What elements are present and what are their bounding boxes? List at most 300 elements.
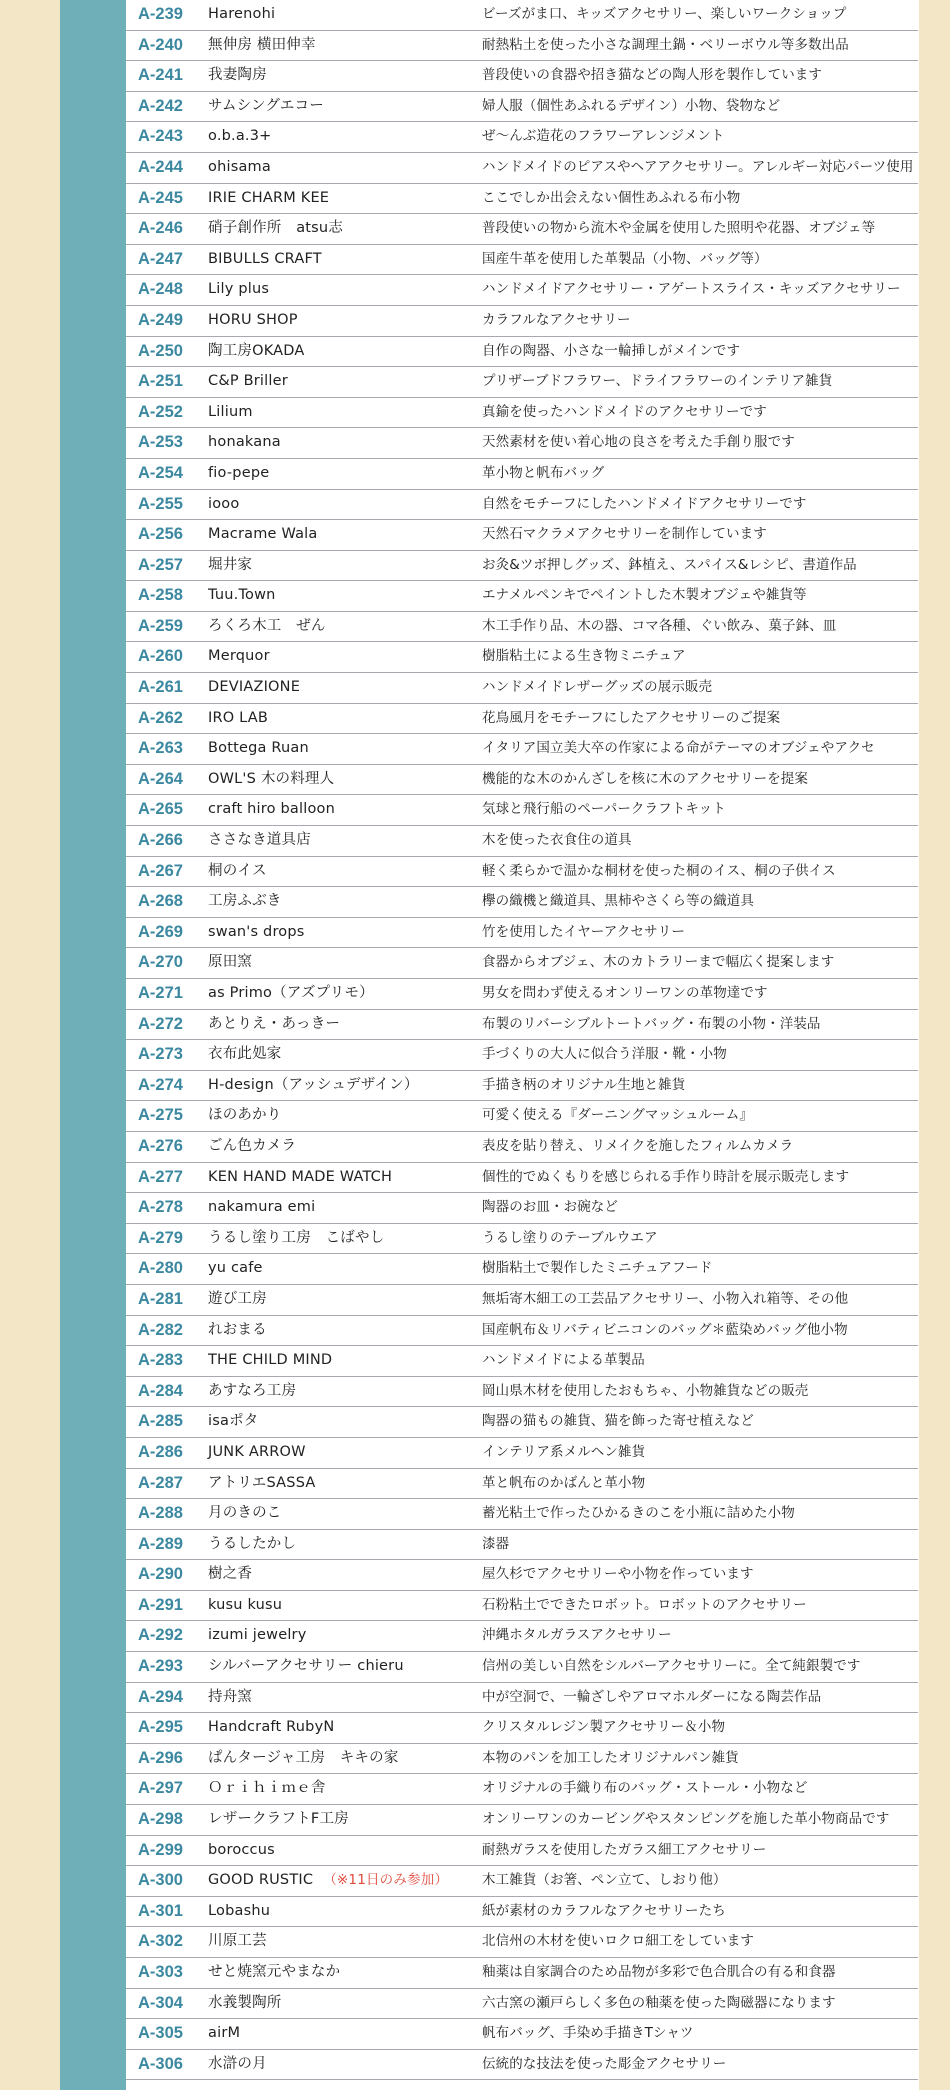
exhibitor-name-text: Merquor	[208, 648, 270, 665]
booth-code: A-240	[138, 35, 183, 54]
booth-code: A-257	[138, 555, 183, 574]
exhibitor-name-text: isaポタ	[208, 1413, 259, 1430]
table-row	[126, 1010, 918, 1041]
exhibitor-name	[208, 92, 324, 121]
exhibitor-name	[208, 490, 239, 519]
exhibitor-name	[208, 1499, 282, 1528]
booth-code: A-297	[138, 1779, 183, 1798]
exhibitor-description: 木を使った衣食住の道具	[482, 832, 632, 849]
exhibitor-name-text: THE CHILD MIND	[208, 1352, 333, 1369]
exhibitor-name	[208, 520, 317, 549]
exhibitor-description: 蓄光粘土で作ったひかるきのこを小瓶に詰めた小物	[482, 1505, 795, 1522]
booth-code: A-281	[138, 1289, 183, 1308]
booth-code: A-283	[138, 1351, 183, 1370]
exhibitor-description: 普段使いの物から流木や金属を使用した照明や花器、オブジェ等	[482, 220, 876, 237]
exhibitor-name	[208, 2050, 267, 2079]
booth-code: A-267	[138, 861, 183, 880]
table-row	[126, 887, 918, 918]
exhibitor-name-text: 硝子創作所 atsu志	[208, 220, 344, 237]
exhibitor-description: 普段使いの食器や招き猫などの陶人形を製作しています	[482, 67, 822, 84]
exhibitor-description: うるし塗りのテーブルウエア	[482, 1229, 658, 1246]
table-row	[126, 948, 918, 979]
exhibitor-name	[208, 428, 281, 457]
booth-code: A-286	[138, 1442, 183, 1461]
exhibitor-name	[208, 31, 316, 60]
exhibitor-name-text: 原田窯	[208, 954, 253, 971]
exhibitor-description: 帆布バッグ、手染め手描きTシャツ	[482, 2025, 694, 2042]
booth-code: A-278	[138, 1198, 183, 1217]
booth-code: A-241	[138, 66, 183, 85]
table-row	[126, 795, 918, 826]
table-row	[126, 153, 918, 184]
exhibitor-name-text: Lobashu	[208, 1902, 271, 1919]
booth-code: A-272	[138, 1014, 183, 1033]
exhibitor-description: 釉薬は自家調合のため品物が多彩で色合肌合の有る和食器	[482, 1964, 836, 1980]
exhibitor-name	[208, 612, 326, 641]
booth-code: A-306	[138, 2054, 183, 2073]
exhibitor-name	[208, 1591, 282, 1620]
table-row	[126, 1316, 918, 1347]
exhibitor-description: お灸&ツボ押しグッズ、鉢植え、スパイス&レシピ、書道作品	[482, 556, 857, 573]
exhibitor-description: 欅の織機と織道具、黒柿やさくら等の織道具	[482, 893, 754, 910]
booth-code: A-260	[138, 647, 183, 666]
booth-code: A-248	[138, 280, 183, 299]
booth-code: A-275	[138, 1106, 183, 1125]
exhibitor-name	[208, 1744, 399, 1773]
exhibitor-name	[208, 1346, 332, 1375]
table-row	[126, 428, 918, 459]
exhibitor-description: オンリーワンのカービングやスタンピングを施した革小物商品です	[482, 1811, 890, 1828]
exhibitor-description: 個性的でぬくもりを感じられる手作り時計を展示販売します	[482, 1168, 850, 1185]
exhibitor-name	[208, 275, 269, 304]
table-row	[126, 337, 918, 368]
table-row	[126, 612, 918, 643]
table-row	[126, 2019, 918, 2050]
booth-code: A-251	[138, 372, 183, 391]
exhibitor-name-text: IRIE CHARM KEE	[208, 189, 330, 206]
booth-code: A-305	[138, 2024, 183, 2043]
exhibitor-description: 天然素材を使い着心地の良さを考えた手創り服です	[482, 434, 795, 451]
table-row	[126, 734, 918, 765]
exhibitor-name-text: ささなき道具店	[208, 832, 311, 849]
booth-code: A-247	[138, 249, 183, 268]
table-row	[126, 1132, 918, 1163]
table-row	[126, 1621, 918, 1652]
exhibitor-description: 無垢寄木細工の工芸品アクセサリー、小物入れ箱等、その他	[482, 1290, 849, 1307]
table-row	[126, 1866, 918, 1897]
exhibitor-name-text: BIBULLS CRAFT	[208, 250, 322, 267]
table-row	[126, 642, 918, 673]
booth-code: A-293	[138, 1657, 183, 1676]
exhibitor-name	[208, 1989, 282, 2018]
exhibitor-name-text: 堀井家	[208, 556, 253, 573]
table-row	[126, 92, 918, 123]
table-row	[126, 2050, 918, 2081]
exhibitor-description: オリジナルの手織り布のバッグ・ストール・小物など	[482, 1780, 808, 1797]
exhibitor-name-text: うるしたかし	[208, 1535, 297, 1552]
exhibitor-description: 本物のパンを加工したオリジナルパン雑貨	[482, 1749, 739, 1766]
table-row	[126, 918, 918, 949]
exhibitor-description: 国産牛革を使用した革製品（小物、バッグ等）	[482, 250, 768, 267]
exhibitor-name	[208, 765, 334, 794]
exhibitor-name	[208, 1927, 267, 1956]
exhibitor-name	[208, 1254, 263, 1283]
exhibitor-name	[208, 887, 282, 916]
exhibitor-name	[208, 1163, 392, 1192]
exhibitor-name-text: ほのあかり	[208, 1107, 282, 1124]
exhibitor-name	[208, 1407, 258, 1436]
booth-code: A-287	[138, 1473, 183, 1492]
table-row	[126, 1713, 918, 1744]
exhibitor-name	[208, 245, 322, 274]
table-row	[126, 1530, 918, 1561]
exhibitor-name	[208, 979, 374, 1008]
booth-code: A-302	[138, 1932, 183, 1951]
table-row	[126, 704, 918, 735]
table-row	[126, 1377, 918, 1408]
booth-code: A-294	[138, 1687, 183, 1706]
exhibitor-name-text: GOOD RUSTIC	[208, 1872, 314, 1889]
table-row	[126, 1040, 918, 1071]
exhibitor-name	[208, 1683, 252, 1712]
exhibitor-name-text: Harenohi	[208, 6, 276, 22]
booth-code: A-242	[138, 96, 183, 115]
table-row	[126, 1438, 918, 1469]
exhibitor-description: 屋久杉でアクセサリーや小物を作っています	[482, 1566, 754, 1583]
exhibitor-name	[208, 1040, 282, 1069]
exhibitor-description: ハンドメイドアクセサリー・アゲートスライス・キッズアクセサリー	[482, 281, 901, 298]
exhibitor-name	[208, 1377, 296, 1406]
exhibitor-description: 自然をモチーフにしたハンドメイドアクセサリーです	[482, 495, 807, 512]
exhibitor-description: 漆器	[482, 1535, 510, 1552]
booth-code: A-289	[138, 1534, 183, 1553]
exhibitor-name-text: 我妻陶房	[208, 67, 267, 84]
exhibitor-name-text: アトリエSASSA	[208, 1474, 316, 1491]
table-row	[126, 0, 918, 31]
exhibitor-name	[208, 642, 270, 671]
table-row	[126, 551, 918, 582]
exhibitor-description: 陶器のお皿・お碗など	[482, 1199, 618, 1216]
exhibitor-name-text: craft hiro balloon	[208, 801, 335, 818]
exhibitor-name-text: 無伸房 横田伸幸	[208, 36, 316, 53]
booth-code: A-277	[138, 1167, 183, 1186]
exhibitor-description: ハンドメイドレザーグッズの展示販売	[482, 679, 713, 696]
exhibitor-name-text: KEN HAND MADE WATCH	[208, 1168, 393, 1185]
table-row	[126, 31, 918, 62]
booth-code: A-256	[138, 525, 183, 544]
exhibitor-name	[208, 1652, 404, 1681]
booth-code: A-274	[138, 1075, 183, 1094]
exhibitor-name	[208, 1071, 419, 1100]
exhibitor-description: ハンドメイドのピアスやヘアアクセサリー。アレルギー対応パーツ使用	[482, 158, 914, 175]
exhibitor-description: 信州の美しい自然をシルバーアクセサリーに。全て純銀製です	[482, 1658, 861, 1675]
exhibitor-name-text: JUNK ARROW	[208, 1443, 306, 1460]
booth-code: A-254	[138, 463, 183, 482]
exhibitor-name	[208, 1713, 334, 1742]
exhibitor-name	[208, 1805, 349, 1834]
exhibitor-name-text: Tuu.Town	[208, 587, 276, 604]
booth-code: A-304	[138, 1993, 183, 2012]
booth-code: A-288	[138, 1504, 183, 1523]
exhibitor-name-text: れおまる	[208, 1321, 267, 1338]
exhibitor-name	[208, 2019, 240, 2048]
exhibitor-description: イタリア国立美大卒の作家による命がテーマのオブジェやアクセ	[482, 740, 875, 757]
exhibitor-name-text: うるし塗り工房 こばやし	[208, 1229, 385, 1246]
exhibitor-description: 耐熱ガラスを使用したガラス細工アクセサリー	[482, 1841, 767, 1858]
exhibitor-name-text: Bottega Ruan	[208, 740, 309, 757]
exhibitor-description: 天然石マクラメアクセサリーを制作しています	[482, 526, 767, 543]
booth-code: A-250	[138, 341, 183, 360]
exhibitor-name-text: boroccus	[208, 1841, 275, 1858]
exhibitor-name-text: ぱんタージャ工房 キキの家	[208, 1749, 399, 1766]
exhibitor-description: 岡山県木材を使用したおもちゃ、小物雑貨などの販売	[482, 1382, 809, 1399]
exhibitor-name	[208, 122, 272, 151]
exhibitor-name-text: fio-pepe	[208, 464, 270, 481]
exhibitor-description: 男女を問わず使えるオンリーワンの革物達です	[482, 985, 768, 1001]
exhibitor-description: 中が空洞で、一輪ざしやアロマホルダーになる陶芸作品	[482, 1688, 822, 1705]
exhibitor-name-text: 桐のイス	[208, 862, 267, 879]
table-row	[126, 1958, 918, 1989]
exhibitor-description: プリザーブドフラワー、ドライフラワーのインテリア雑貨	[482, 373, 833, 390]
table-row	[126, 1224, 918, 1255]
booth-code: A-303	[138, 1963, 183, 1981]
booth-code: A-249	[138, 310, 183, 329]
table-row	[126, 1805, 918, 1836]
booth-code: A-280	[138, 1259, 183, 1278]
table-row	[126, 1927, 918, 1958]
booth-code: A-239	[138, 5, 183, 23]
exhibitor-name	[208, 1774, 326, 1803]
table-row	[126, 979, 918, 1010]
table-row	[126, 1469, 918, 1500]
exhibitor-name-text: swan's drops	[208, 923, 305, 940]
booth-code: A-299	[138, 1840, 183, 1859]
exhibitor-name	[208, 153, 271, 182]
exhibitor-description: 真鍮を使ったハンドメイドのアクセサリーです	[482, 403, 767, 420]
booth-code: A-265	[138, 800, 183, 819]
table-row	[126, 275, 918, 306]
exhibitor-name	[208, 1958, 340, 1987]
booth-code: A-262	[138, 708, 183, 727]
table-row	[126, 826, 918, 857]
booth-code: A-285	[138, 1412, 183, 1431]
exhibitor-name-text: あとりえ・あっきー	[208, 1015, 341, 1032]
booth-code: A-243	[138, 127, 183, 146]
exhibitor-name-text: Lilium	[208, 403, 253, 420]
exhibitor-name-text: 水義製陶所	[208, 1994, 282, 2011]
booth-code: A-273	[138, 1045, 183, 1064]
booth-code: A-282	[138, 1320, 183, 1339]
exhibitor-name	[208, 1316, 267, 1345]
right-margin	[919, 0, 950, 2090]
exhibitor-name-text: C&P Briller	[208, 373, 288, 390]
booth-code: A-263	[138, 739, 183, 758]
exhibitor-name-text: HORU SHOP	[208, 311, 298, 328]
exhibitor-name	[208, 61, 267, 90]
exhibitor-name	[208, 337, 305, 366]
exhibitor-name	[208, 918, 305, 947]
table-row	[126, 61, 918, 92]
table-row	[126, 673, 918, 704]
exhibitor-description: ここでしか出会えない個性あふれる布小物	[482, 189, 741, 206]
exhibitor-name	[208, 1224, 384, 1253]
exhibitor-name	[208, 306, 298, 335]
table-row	[126, 1285, 918, 1316]
exhibitor-name	[208, 1530, 296, 1559]
exhibitor-name-text: 川原工芸	[208, 1933, 267, 1950]
table-row	[126, 122, 918, 153]
table-row	[126, 1071, 918, 1102]
exhibitor-description: インテリア系メルヘン雑貨	[482, 1443, 646, 1460]
booth-code: A-292	[138, 1626, 183, 1645]
booth-code: A-244	[138, 157, 183, 176]
exhibitor-name-text: H-design（アッシュデザイン）	[208, 1076, 419, 1093]
exhibitor-description: ぜ〜んぶ造花のフラワーアレンジメント	[482, 128, 725, 145]
exhibitor-name	[208, 857, 267, 886]
exhibitor-description: 婦人服（個性あふれるデザイン）小物、袋物など	[482, 97, 781, 114]
booth-code: A-296	[138, 1748, 183, 1767]
exhibitor-name	[208, 826, 311, 855]
table-row	[126, 245, 918, 276]
exhibitor-name	[208, 459, 269, 488]
exhibitor-description: 軽く柔らかで温かな桐材を使った桐のイス、桐の子供イス	[482, 862, 836, 879]
exhibitor-description: 手描き柄のオリジナル生地と雑貨	[482, 1076, 686, 1093]
exhibitor-name-text: ごん色カメラ	[208, 1137, 297, 1154]
exhibitor-description: 伝統的な技法を使った彫金アクセサリー	[482, 2055, 727, 2072]
exhibitor-name	[208, 948, 252, 977]
exhibitor-name	[208, 184, 329, 213]
exhibitor-name	[208, 1193, 315, 1222]
exhibitor-description: 竹を使用したイヤーアクセサリー	[482, 923, 685, 940]
exhibitor-description: 布製のリバーシブルトートバッグ・布製の小物・洋装品	[482, 1015, 821, 1032]
exhibitor-name	[208, 704, 268, 733]
table-row	[126, 1897, 918, 1928]
booth-code: A-255	[138, 494, 183, 513]
exhibitor-name	[208, 1010, 340, 1039]
exhibitor-name-text: サムシングエコー	[208, 97, 324, 114]
exhibitor-name-text: Ｏｒｉｈｉｍｅ舎	[208, 1780, 326, 1797]
booth-code: A-264	[138, 769, 183, 788]
exhibitor-description: 樹脂粘土で製作したミニチュアフード	[482, 1260, 713, 1277]
exhibitor-name-text: DEVIAZIONE	[208, 679, 301, 696]
exhibitor-name-text: nakamura emi	[208, 1199, 316, 1216]
booth-code: A-258	[138, 586, 183, 605]
exhibitor-description: 紙が素材のカラフルなアクセサリーたち	[482, 1902, 726, 1919]
exhibitor-name-text: izumi jewelry	[208, 1627, 307, 1644]
exhibitor-name-text: 月のきのこ	[208, 1505, 282, 1522]
table-row	[126, 306, 918, 337]
exhibitor-name-text: レザークラフトF工房	[208, 1811, 349, 1828]
booth-code: A-301	[138, 1901, 183, 1920]
table-row	[126, 1591, 918, 1622]
exhibitor-name-text: 水滸の月	[208, 2055, 267, 2072]
exhibitor-name	[208, 1285, 267, 1314]
exhibitor-name-text: 工房ふぶき	[208, 893, 282, 910]
table-row	[126, 490, 918, 521]
booth-code: A-300	[138, 1871, 183, 1890]
table-row	[126, 520, 918, 551]
table-row	[126, 1499, 918, 1530]
exhibitor-description: 機能的な木のかんざしを核に木のアクセサリーを提案	[482, 770, 808, 787]
exhibitor-name-text: OWL'S 木の料理人	[208, 770, 335, 787]
exhibitor-description: 六古窯の瀬戸らしく多色の釉薬を使った陶磁器になります	[482, 1994, 836, 2011]
exhibitor-description: 可愛く使える『ダーニングマッシュルーム』	[482, 1107, 753, 1124]
table-row	[126, 459, 918, 490]
table-row	[126, 1346, 918, 1377]
booth-code: A-295	[138, 1718, 183, 1737]
table-row	[126, 1744, 918, 1775]
table-row	[126, 857, 918, 888]
table-row	[126, 184, 918, 215]
booth-code: A-253	[138, 433, 183, 452]
booth-code: A-291	[138, 1595, 183, 1614]
booth-code: A-261	[138, 678, 183, 697]
table-row	[126, 1193, 918, 1224]
table-row	[126, 367, 918, 398]
table-row	[126, 1989, 918, 2020]
table-row	[126, 765, 918, 796]
exhibitor-name	[208, 1621, 307, 1650]
booth-code: A-279	[138, 1228, 183, 1247]
exhibitor-name-text: yu cafe	[208, 1260, 263, 1277]
exhibitor-name-text: せと焼窯元やまなか	[208, 1964, 341, 1980]
exhibitor-name-text: 持舟窯	[208, 1688, 253, 1705]
exhibitor-description: エナメルペンキでペイントした木製オブジェや雑貨等	[482, 587, 807, 604]
booth-code: A-259	[138, 616, 183, 635]
exhibitor-name	[208, 673, 300, 702]
exhibitor-description: 樹脂粘土による生き物ミニチュア	[482, 648, 686, 665]
left-margin	[0, 0, 60, 2090]
exhibitor-name-text: ろくろ木工 ぜん	[208, 617, 326, 634]
table-row	[126, 398, 918, 429]
exhibitor-name	[208, 1438, 306, 1467]
exhibitor-description: 革小物と帆布バッグ	[482, 464, 605, 481]
table-row	[126, 1560, 918, 1591]
exhibitor-name	[208, 1866, 448, 1895]
exhibitor-name	[208, 734, 309, 763]
exhibitor-name	[208, 1560, 252, 1589]
exhibitor-name-text: honakana	[208, 434, 281, 451]
exhibitor-description: 自作の陶器、小さな一輪挿しがメインです	[482, 342, 741, 359]
exhibitor-description: 木工雑貨（お箸、ペン立て、しおり他）	[482, 1872, 727, 1889]
booth-code: A-269	[138, 922, 183, 941]
exhibitor-name	[208, 551, 252, 580]
exhibitor-description: 北信州の木材を使いロクロ細工をしています	[482, 1933, 754, 1950]
table-row	[126, 1774, 918, 1805]
table-row	[126, 1254, 918, 1285]
exhibitor-name	[208, 214, 343, 243]
exhibitor-table	[126, 0, 918, 2080]
exhibitor-name	[208, 1132, 296, 1161]
exhibitor-name-text: ohisama	[208, 158, 271, 175]
exhibitor-description: 革と帆布のかばんと革小物	[482, 1474, 646, 1491]
booth-code: A-245	[138, 188, 183, 207]
booth-code: A-298	[138, 1810, 183, 1829]
exhibitor-description: 花鳥風月をモチーフにしたアクセサリーのご提案	[482, 709, 781, 726]
exhibitor-name-text: airM	[208, 2025, 241, 2042]
exhibitor-description: 表皮を貼り替え、リメイクを施したフィルムカメラ	[482, 1137, 794, 1154]
exhibitor-description: 食器からオブジェ、木のカトラリーまで幅広く提案します	[482, 954, 835, 971]
exhibitor-description: ハンドメイドによる革製品	[482, 1352, 645, 1369]
exhibitor-description: ビーズがま口、キッズアクセサリー、楽しいワークショップ	[482, 6, 847, 22]
exhibitor-name	[208, 1897, 270, 1926]
exhibitor-description: 耐熱粘土を使った小さな調理土鍋・ベリーボウル等多数出品	[482, 36, 849, 53]
exhibitor-name-text: シルバーアクセサリー chieru	[208, 1658, 404, 1675]
booth-code: A-268	[138, 892, 183, 911]
participation-note: （※11日のみ参加）	[323, 1872, 449, 1889]
exhibitor-description: 気球と飛行船のペーパークラフトキット	[482, 801, 726, 818]
exhibitor-name-text: 衣布此処家	[208, 1046, 282, 1063]
